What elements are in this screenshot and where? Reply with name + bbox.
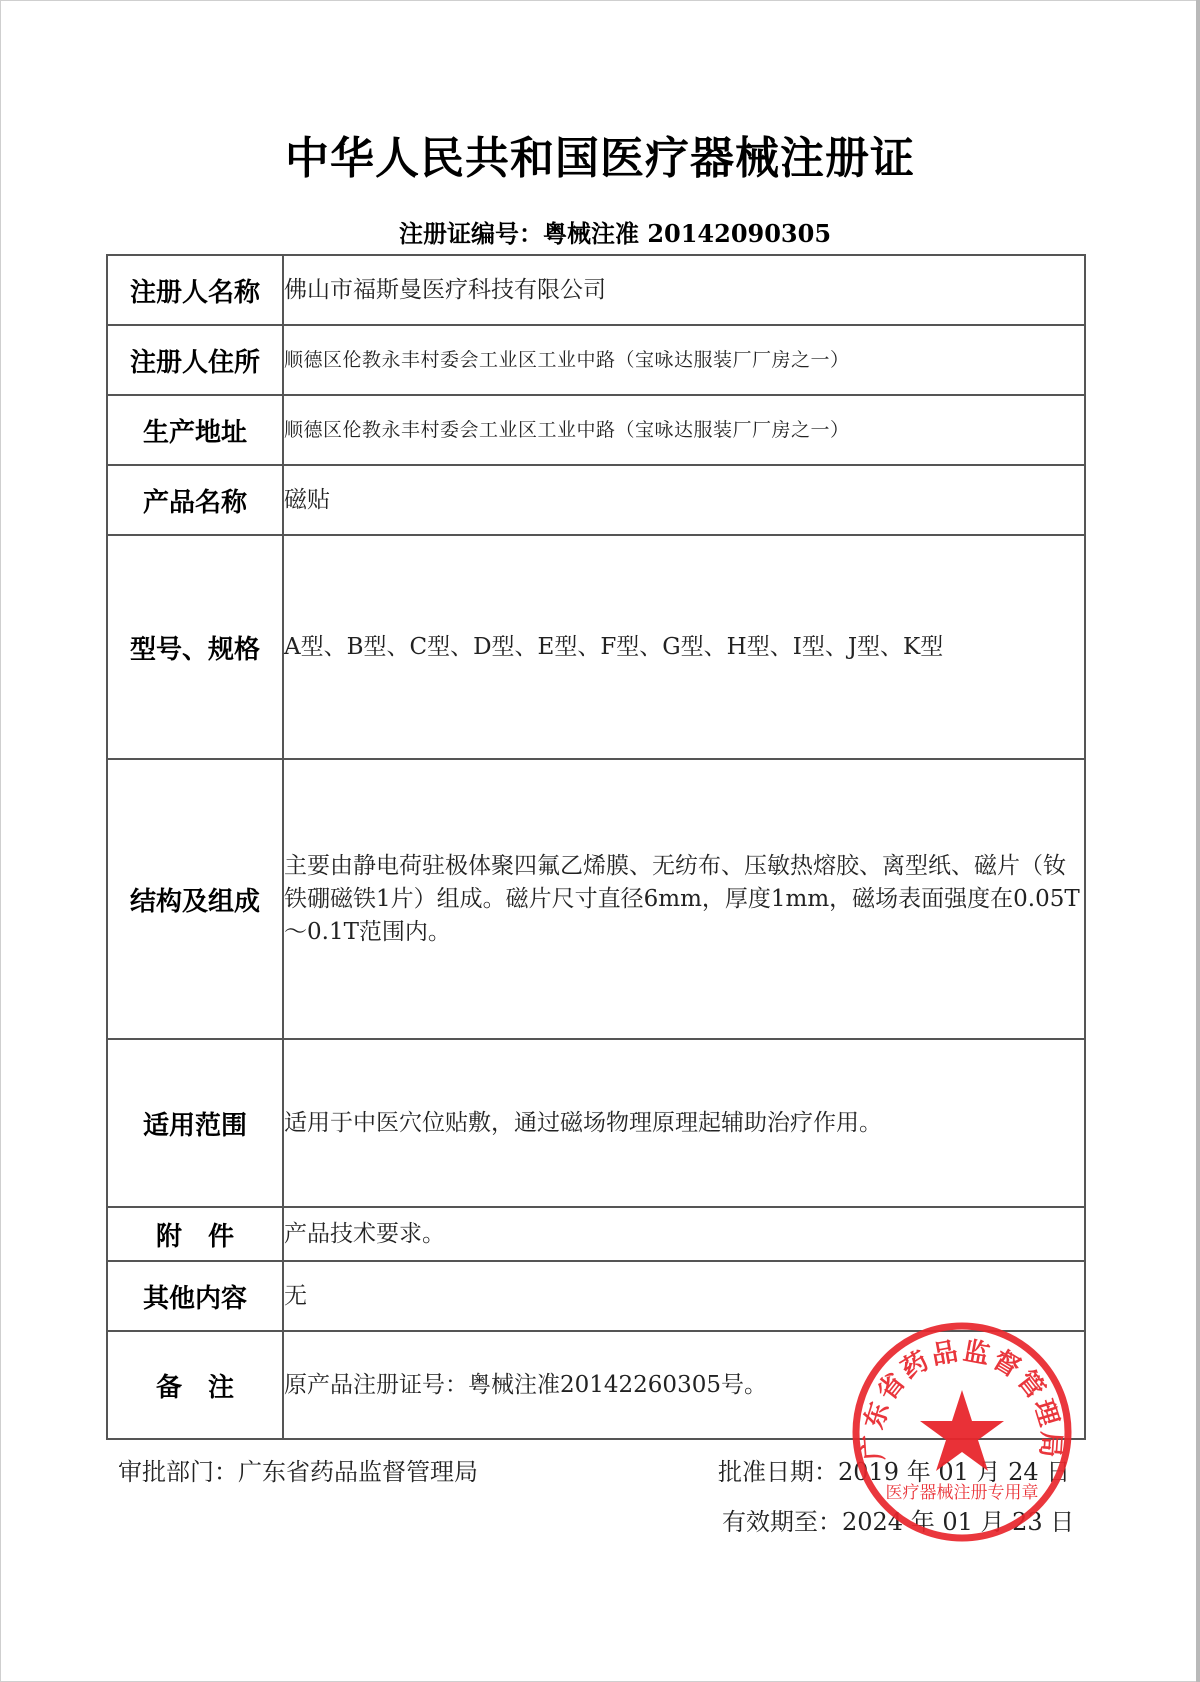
row-value-model-spec: A型、B型、C型、D型、E型、F型、G型、H型、I型、J型、K型	[283, 535, 1085, 759]
row-value-attachment: 产品技术要求。	[283, 1207, 1085, 1261]
row-label-product-name: 产品名称	[107, 465, 283, 535]
approval-date: 批准日期：2019 年 01 月 24 日	[718, 1458, 1071, 1486]
document-title: 中华人民共和国医疗器械注册证	[285, 133, 915, 184]
row-label-other: 其他内容	[107, 1261, 283, 1331]
page-edge-shadow	[1196, 0, 1200, 1682]
seal-ring-text: 广东省药品监督管理局	[858, 1336, 1066, 1462]
row-label-model-spec: 型号、规格	[107, 535, 283, 759]
table-row	[107, 1207, 1085, 1261]
row-value-other: 无	[283, 1261, 1085, 1331]
official-seal-stamp	[848, 1318, 1076, 1546]
row-label-registrant-address: 注册人住所	[107, 325, 283, 395]
row-label-registrant-name: 注册人名称	[107, 255, 283, 325]
row-label-structure: 结构及组成	[107, 759, 283, 1039]
seal-inner-text: 医疗器械注册专用章	[885, 1483, 1039, 1503]
valid-until-date: 有效期至：2024 年 01 月 23 日	[722, 1508, 1075, 1536]
registration-table	[106, 254, 1086, 1440]
row-label-attachment: 附件	[155, 1221, 260, 1252]
seal-star-icon	[920, 1390, 1004, 1471]
row-value-product-name: 磁贴	[283, 465, 1085, 535]
row-label-scope: 适用范围	[107, 1039, 283, 1207]
row-value-registrant-name: 佛山市福斯曼医疗科技有限公司	[283, 255, 1085, 325]
row-value-remarks: 原产品注册证号：粤械注准20142260305号。	[283, 1331, 1085, 1439]
table-row	[107, 465, 1085, 535]
table-row	[107, 395, 1085, 465]
certificate-number: 注册证编号：粤械注准 20142090305	[398, 219, 832, 248]
table-row	[107, 759, 1085, 1039]
approval-department: 审批部门：广东省药品监督管理局	[118, 1458, 478, 1486]
row-value-production-address: 顺德区伦教永丰村委会工业区工业中路（宝咏达服装厂厂房之一）	[283, 395, 1085, 465]
table-row	[107, 325, 1085, 395]
table-row	[107, 255, 1085, 325]
row-value-scope: 适用于中医穴位贴敷，通过磁场物理原理起辅助治疗作用。	[283, 1039, 1085, 1207]
row-label-production-address: 生产地址	[107, 395, 283, 465]
row-value-registrant-address: 顺德区伦教永丰村委会工业区工业中路（宝咏达服装厂厂房之一）	[283, 325, 1085, 395]
row-label-remarks: 备注	[155, 1372, 260, 1403]
row-value-structure: 主要由静电荷驻极体聚四氟乙烯膜、无纺布、压敏热熔胶、离型纸、磁片（钕铁硼磁铁1片）组成。磁片尺寸直径6mm，厚度1mm，磁场表面强度在0.05T～0.1T范围内。	[283, 759, 1085, 1039]
table-row	[107, 535, 1085, 759]
table-row	[107, 1039, 1085, 1207]
